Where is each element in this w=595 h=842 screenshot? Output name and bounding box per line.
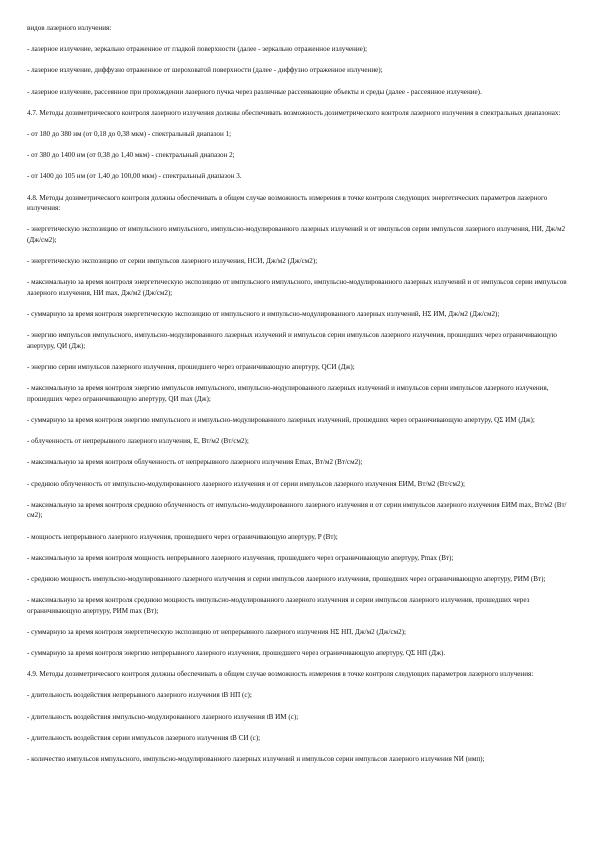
- paragraph: - максимальную за время контроля облученность от непрерывного лазерного излучения Emax, Вт/м2 (Вт/см2);: [27, 458, 363, 467]
- paragraph: - от 1400 до 105 нм (от 1,40 до 100,00 мкм) - спектральный диапазон 3.: [27, 172, 242, 181]
- paragraph: - суммарную за время контроля энергию непрерывного лазерного излучения, прошедшего через ограничивающую апертуру, QΣ НП (Дж).: [27, 649, 446, 658]
- paragraph: - суммарную за время контроля энергию импульсного и импульсно-модулированного лазерных излучений, прошедших через ограничивающую апертуру, QΣ ИМ (Дж);: [27, 415, 535, 424]
- paragraph: - энергию серии импульсов лазерного излучения, прошедшего через ограничивающую апертуру, QСИ (Дж);: [27, 363, 355, 371]
- paragraph: - энергетическую экспозицию от серии импульсов лазерного излучения, HСИ, Дж/м2 (Дж/см2);: [27, 257, 318, 266]
- paragraph: - облученность от непрерывного лазерного излучения, E, Вт/м2 (Вт/см2);: [27, 437, 249, 446]
- paragraph: - максимальную за время контроля энергию импульсов импульсного, импульсно-модулированного лазерных излучений и импульсов серии импульсов лазерного излучения, прошедших через ограничивающую апертуру, QИ max (Дж);: [27, 384, 549, 403]
- paragraph: - максимальную за время контроля энергетическую экспозицию от импульсного импульсного, импульсно-модулированного лазерных излучений и от импульсов серии импульсов лазерного излучения, HИ max, Дж/м2 (Дж/см2);: [27, 278, 567, 297]
- paragraph: - длительность воздействия импульсно-модулированного лазерного излучения tВ ИМ (с);: [27, 712, 299, 721]
- paragraph: 4.7. Методы дозиметрического контроля лазерного излучения должны обеспечивать возможность дозиметрического контроля лазерного излучения в спектральных диапазонах:: [27, 108, 561, 117]
- paragraph: - среднюю мощность импульсно-модулированного лазерного излучения и серии импульсов лазерного излучения, прошедших через ограничивающую апертуру, PИМ (Вт);: [27, 574, 546, 583]
- paragraph: - длительность воздействия непрерывного лазерного излучения tВ НП (с);: [27, 691, 252, 700]
- document-page: [27, 23, 567, 823]
- paragraph: 4.9. Методы дозиметрического контроля должны обеспечивать в общем случае возможность измерения в точке контроля следующих параметров лазерного излучения:: [27, 670, 534, 679]
- paragraph: видов лазерного излучения:: [27, 24, 112, 32]
- paragraph: - количество импульсов импульсного, импульсно-модулированного лазерных излучений и импульсов серии импульсов лазерного излучения NИ (имп);: [27, 754, 485, 763]
- paragraph: - длительность воздействия серии импульсов лазерного излучения tВ СИ (с);: [27, 733, 261, 742]
- paragraph: - суммарную за время контроля энергетическую экспозицию от импульсного и импульсно-модулированного лазерных излучений, HΣ ИМ, Дж/м2 (Дж/см2);: [27, 310, 500, 319]
- paragraph: - лазерное излучение, рассеянное при прохождении лазерного пучка через различные рассеивающие объекты и среды (далее - рассеянное излучение).: [27, 87, 482, 96]
- paragraph: - максимальную за время контроля среднюю мощность импульсно-модулированного лазерного излучения и серии импульсов лазерного излучения, прошедших через ограничивающую апертуру, PИМ max (Вт);: [27, 596, 530, 615]
- paragraph: - мощность непрерывного лазерного излучения, прошедшего через ограничивающую апертуру, P (Вт);: [27, 532, 338, 541]
- paragraph: - от 180 до 380 нм (от 0,18 до 0,38 мкм) - спектральный диапазон 1;: [27, 129, 232, 138]
- paragraph: - лазерное излучение, зеркально отраженное от гладкой поверхности (далее - зеркально отраженное излучение);: [27, 45, 368, 54]
- paragraph: - лазерное излучение, диффузно отраженное от шероховатой поверхности (далее - диффузно отраженное излучение);: [27, 66, 383, 75]
- paragraph: - энергию импульсов импульсного, импульсно-модулированного лазерных излучений и импульсов серии импульсов лазерного излучения, прошедших через ограничивающую апертуру, QИ (Дж);: [27, 331, 557, 350]
- paragraph: 4.8. Методы дозиметрического контроля должны обеспечивать в общем случае возможность измерения в точке контроля следующих энергетических параметров лазерного излучения:: [27, 193, 548, 213]
- paragraph: - максимальную за время контроля мощность непрерывного лазерного излучения, прошедшего через ограничивающую апертуру, Pmax (Вт);: [27, 553, 454, 562]
- paragraph: - энергетическую экспозицию от импульсного импульсного, импульсно-модулированного лазерных излучений и от импульсов серии импульсов лазерного излучения, HИ, Дж/м2 (Дж/см2);: [27, 225, 566, 244]
- paragraph: - от 380 до 1400 нм (от 0,38 до 1,40 мкм) - спектральный диапазон 2;: [27, 151, 235, 160]
- paragraph: - максимальную за время контроля среднюю облученность от импульсно-модулированного лазерного излучения и от серии импульсов лазерного излучения EИМ max, Вт/м2 (Вт/см2);: [27, 500, 567, 520]
- paragraph: - суммарную за время контроля энергетическую экспозицию от непрерывного лазерного излучения HΣ НП, Дж/м2 (Дж/см2);: [27, 627, 407, 636]
- paragraph: - среднюю облученность от импульсно-модулированного лазерного излучения и от серии импульсов лазерного излучения EИМ, Вт/м2 (Вт/см2);: [27, 479, 465, 488]
